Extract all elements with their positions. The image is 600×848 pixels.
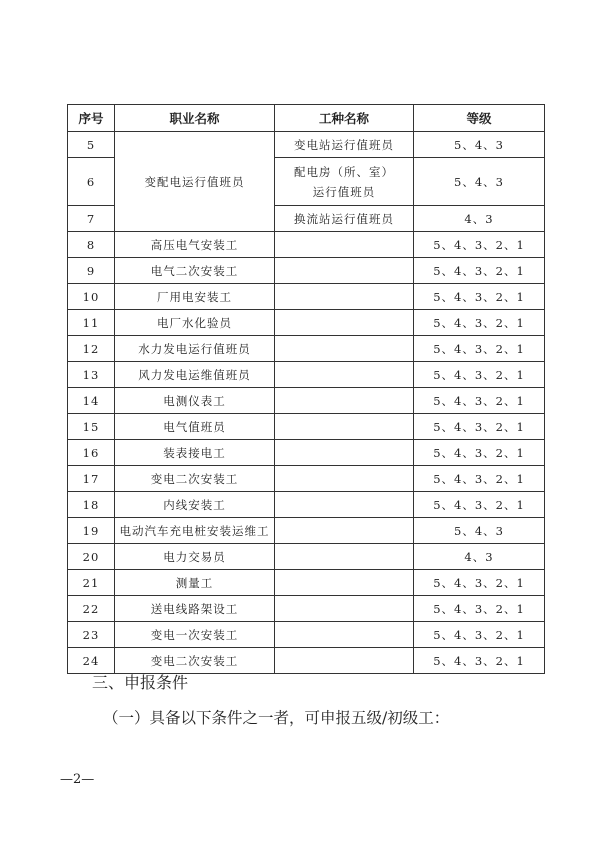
row-serial-number: 11 <box>68 310 115 336</box>
page-number: —2— <box>60 772 95 787</box>
row-work-type <box>275 388 414 414</box>
header-serial-number: 序号 <box>68 105 115 132</box>
row-serial-number: 14 <box>68 388 115 414</box>
row-level: 5、4、3、2、1 <box>414 362 545 388</box>
section-heading: 三、申报条件 <box>92 673 189 692</box>
row-level: 5、4、3 <box>414 518 545 544</box>
table-row <box>68 622 545 648</box>
table-row <box>68 440 545 466</box>
table-row <box>68 414 545 440</box>
row-serial-number: 21 <box>68 570 115 596</box>
table-row <box>68 570 545 596</box>
row-occupation-name: 电动汽车充电桩安装运维工 <box>115 518 275 544</box>
grouped-occupation-name: 变配电运行值班员 <box>115 132 275 232</box>
row-serial-number: 23 <box>68 622 115 648</box>
table-row <box>68 132 545 158</box>
table-row <box>68 362 545 388</box>
row-work-type <box>275 622 414 648</box>
row-serial-number: 12 <box>68 336 115 362</box>
row-serial-number: 7 <box>68 206 115 232</box>
row-occupation-name: 变电二次安装工 <box>115 466 275 492</box>
row-occupation-name: 电厂水化验员 <box>115 310 275 336</box>
row-level: 5、4、3 <box>414 158 545 206</box>
row-work-type <box>275 544 414 570</box>
row-work-type <box>275 648 414 674</box>
occupation-table <box>67 104 545 674</box>
row-work-type <box>275 310 414 336</box>
row-level: 5、4、3、2、1 <box>414 310 545 336</box>
row-serial-number: 16 <box>68 440 115 466</box>
row-serial-number: 17 <box>68 466 115 492</box>
row-work-type: 变电站运行值班员 <box>275 132 414 158</box>
row-level: 5、4、3、2、1 <box>414 440 545 466</box>
row-occupation-name: 电气二次安装工 <box>115 258 275 284</box>
work-type-line: 运行值班员 <box>312 184 376 199</box>
row-level: 5、4、3、2、1 <box>414 284 545 310</box>
row-level: 5、4、3、2、1 <box>414 232 545 258</box>
row-serial-number: 24 <box>68 648 115 674</box>
row-work-type <box>275 232 414 258</box>
row-occupation-name: 电力交易员 <box>115 544 275 570</box>
row-serial-number: 20 <box>68 544 115 570</box>
header-work-type-name: 工种名称 <box>275 105 414 132</box>
row-occupation-name: 电测仪表工 <box>115 388 275 414</box>
row-level: 4、3 <box>414 544 545 570</box>
row-serial-number: 19 <box>68 518 115 544</box>
row-level: 5、4、3、2、1 <box>414 336 545 362</box>
row-occupation-name: 送电线路架设工 <box>115 596 275 622</box>
row-work-type <box>275 492 414 518</box>
table-header-row <box>68 105 545 132</box>
row-work-type <box>275 596 414 622</box>
table-row <box>68 596 545 622</box>
row-work-type <box>275 336 414 362</box>
row-serial-number: 18 <box>68 492 115 518</box>
table-row <box>68 336 545 362</box>
row-occupation-name: 高压电气安装工 <box>115 232 275 258</box>
table-row <box>68 492 545 518</box>
table-row <box>68 258 545 284</box>
row-level: 5、4、3 <box>414 132 545 158</box>
row-level: 4、3 <box>414 206 545 232</box>
table-row <box>68 544 545 570</box>
row-occupation-name: 电气值班员 <box>115 414 275 440</box>
row-work-type <box>275 466 414 492</box>
row-work-type <box>275 158 414 206</box>
row-serial-number: 15 <box>68 414 115 440</box>
table-row <box>68 466 545 492</box>
row-level: 5、4、3、2、1 <box>414 648 545 674</box>
row-serial-number: 22 <box>68 596 115 622</box>
row-work-type <box>275 284 414 310</box>
row-serial-number: 5 <box>68 132 115 158</box>
condition-paragraph: （一）具备以下条件之一者，可申报五级/初级工： <box>103 709 450 727</box>
row-serial-number: 13 <box>68 362 115 388</box>
table-row <box>68 310 545 336</box>
row-work-type <box>275 362 414 388</box>
row-work-type <box>275 414 414 440</box>
table-row <box>68 232 545 258</box>
header-occupation-name: 职业名称 <box>115 105 275 132</box>
header-level: 等级 <box>414 105 545 132</box>
row-level: 5、4、3、2、1 <box>414 492 545 518</box>
row-serial-number: 10 <box>68 284 115 310</box>
row-occupation-name: 装表接电工 <box>115 440 275 466</box>
table-row <box>68 518 545 544</box>
row-level: 5、4、3、2、1 <box>414 596 545 622</box>
row-occupation-name: 水力发电运行值班员 <box>115 336 275 362</box>
row-work-type <box>275 258 414 284</box>
row-level: 5、4、3、2、1 <box>414 570 545 596</box>
row-work-type <box>275 440 414 466</box>
row-work-type <box>275 570 414 596</box>
row-occupation-name: 变电二次安装工 <box>115 648 275 674</box>
table-row <box>68 388 545 414</box>
row-level: 5、4、3、2、1 <box>414 388 545 414</box>
row-occupation-name: 变电一次安装工 <box>115 622 275 648</box>
table-row <box>68 284 545 310</box>
row-serial-number: 6 <box>68 158 115 206</box>
row-serial-number: 9 <box>68 258 115 284</box>
row-level: 5、4、3、2、1 <box>414 258 545 284</box>
row-level: 5、4、3、2、1 <box>414 466 545 492</box>
row-level: 5、4、3、2、1 <box>414 414 545 440</box>
row-level: 5、4、3、2、1 <box>414 622 545 648</box>
row-work-type <box>275 518 414 544</box>
work-type-line: 配电房（所、室） <box>294 164 394 179</box>
row-occupation-name: 厂用电安装工 <box>115 284 275 310</box>
row-work-type: 换流站运行值班员 <box>275 206 414 232</box>
row-serial-number: 8 <box>68 232 115 258</box>
row-occupation-name: 测量工 <box>115 570 275 596</box>
row-occupation-name: 风力发电运维值班员 <box>115 362 275 388</box>
row-occupation-name: 内线安装工 <box>115 492 275 518</box>
